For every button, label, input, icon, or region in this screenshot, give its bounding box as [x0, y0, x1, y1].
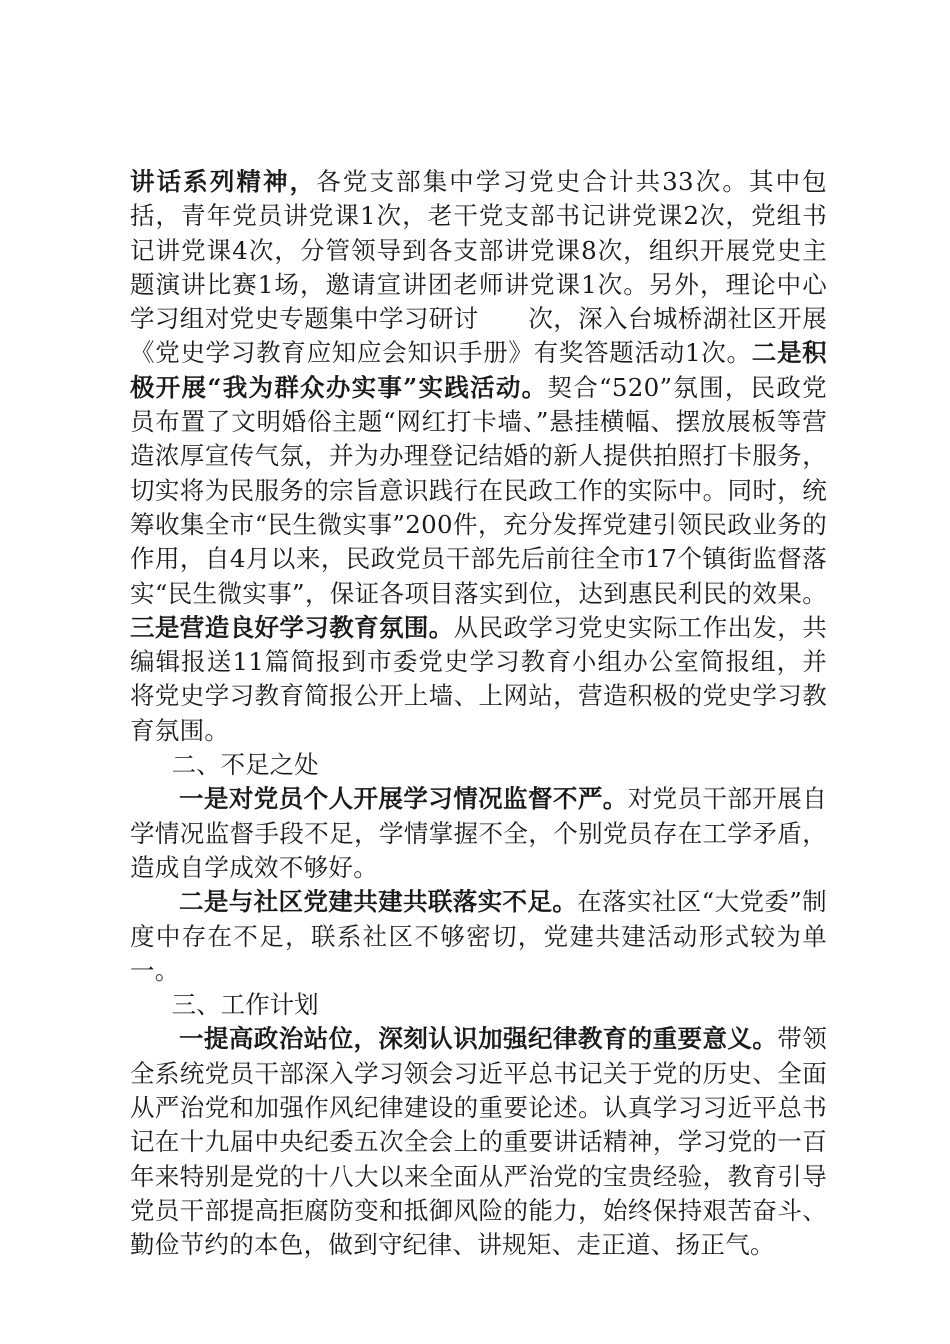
run-text: 对党员干部开展自学情况监督手段不足，学情掌握不全，个别党员存在工学矛盾，造成自学成效不够好。 — [130, 784, 827, 882]
run-bold: 三是营造良好学习教育氛围。 — [130, 612, 454, 642]
run-text: 带领全系统党员干部深入学习领会习近平总书记关于党的历史、全面从严治党和加强作风纪律建设的重要论述。认真学习习近平总书记在十九届中央纪委五次全会上的重要讲话精神，学习党的一百年来特别是党的十八大以来全面从严治党的宝贵经验，教育引导党员干部提高拒腐防变和抵御风险的能力，始终保持艰苦奋斗、勤俭节约的本色，做到守纪律、讲规矩、走正道、扬正气。 — [130, 1024, 827, 1260]
section-heading-work-plan — [130, 988, 827, 1022]
paragraph-shortcoming-1 — [130, 782, 827, 885]
paragraph-study-activities — [130, 165, 827, 748]
run-text: 在落实社区“大党委”制度中存在不足，联系社区不够密切，党建共建活动形式较为单一。 — [130, 887, 827, 985]
run-bold: 一是对党员个人开展学习情况监督不严。 — [179, 784, 628, 814]
run-text: 各党支部集中学习党史合计共33次。其中包括，青年党员讲党课1次，老干党支部书记讲党课2次，党组书记讲党课4次，分管领导到各支部讲党课8次，组织开展党史主题演讲比赛1场，邀请宣讲团老师讲党课1次。另外，理论中心学习组对党史专题集中学习研讨 次，深入台城桥湖社区开展《党史学习教育应知应会知识手册》有奖答题活动1次。 — [130, 167, 827, 368]
run-bold: 二是积极开展“我为群众办实事”实践活动。 — [130, 338, 827, 402]
run-bold: 讲话系列精神， — [130, 167, 317, 196]
heading-text: 二、不足之处 — [171, 750, 319, 780]
document-page — [130, 165, 827, 1263]
run-text: 契合“520”氛围，民政党员布置了文明婚俗主题“网红打卡墙、”悬挂横幅、摆放展板等营造浓厚宣传气氛，并为办理登记结婚的新人提供拍照打卡服务，切实将为民服务的宗旨意识践行在民政工作的实际中。同时，统筹收集全市“民生微实事”200件，充分发挥党建引领民政业务的作用，自4月以来，民政党员干部先后前往全市17个镇街监督落实“民生微实事”，保证各项目落实到位，达到惠民利民的效果。 — [130, 372, 827, 608]
run-bold: 二是与社区党建共建共联落实不足。 — [179, 887, 578, 917]
run-text: 从民政学习党史实际工作出发，共编辑报送11篇简报到市委党史学习教育小组办公室简报组，并将党史学习教育简报公开上墙、上网站，营造积极的党史学习教育氛围。 — [130, 612, 827, 745]
paragraph-shortcoming-2 — [130, 885, 827, 988]
paragraph-plan-1 — [130, 1022, 827, 1262]
heading-text: 三、工作计划 — [171, 990, 319, 1020]
section-heading-shortcomings — [130, 748, 827, 782]
run-bold: 一提高政治站位，深刻认识加强纪律教育的重要意义。 — [179, 1024, 778, 1054]
